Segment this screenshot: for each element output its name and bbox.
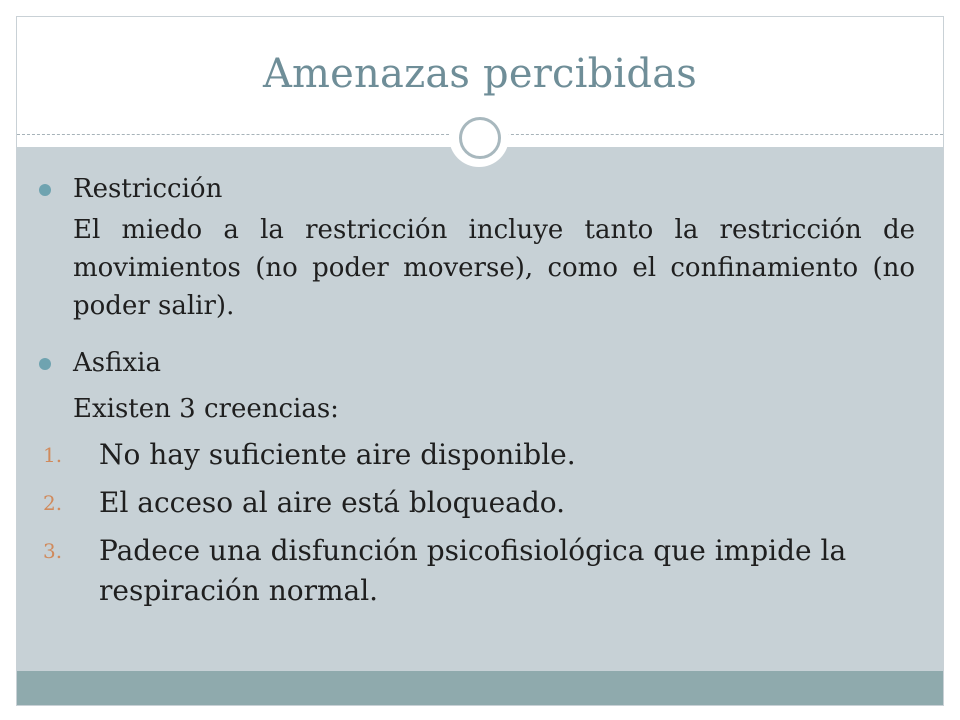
bullet-label: Asfixia [73, 348, 161, 378]
slide-content [17, 147, 943, 675]
bullet-label: Restricción [73, 174, 223, 204]
list-item-text: No hay suficiente aire disponible. [99, 438, 576, 471]
bullet-dot-icon [39, 358, 51, 370]
footer-band [17, 671, 943, 705]
restriccion-description: El miedo a la restricción incluye tanto la restricción de movimientos (no poder moverse), como el confinamiento (no poder salir). [73, 215, 915, 321]
slide-title: Amenazas percibidas [262, 51, 698, 97]
list-number: 3. [43, 539, 63, 563]
list-number: 1. [43, 443, 63, 467]
list-item-text: El acceso al aire está bloqueado. [99, 486, 566, 519]
creencias-intro: Existen 3 creencias: [73, 394, 339, 424]
list-number: 2. [43, 491, 63, 515]
list-item-text: Padece una disfunción psicofisiológica que impide la respiración normal. [99, 534, 847, 607]
content-area [17, 147, 943, 675]
bullet-dot-icon [39, 184, 51, 196]
ring-ornament-icon [459, 117, 501, 159]
slide [16, 16, 944, 706]
